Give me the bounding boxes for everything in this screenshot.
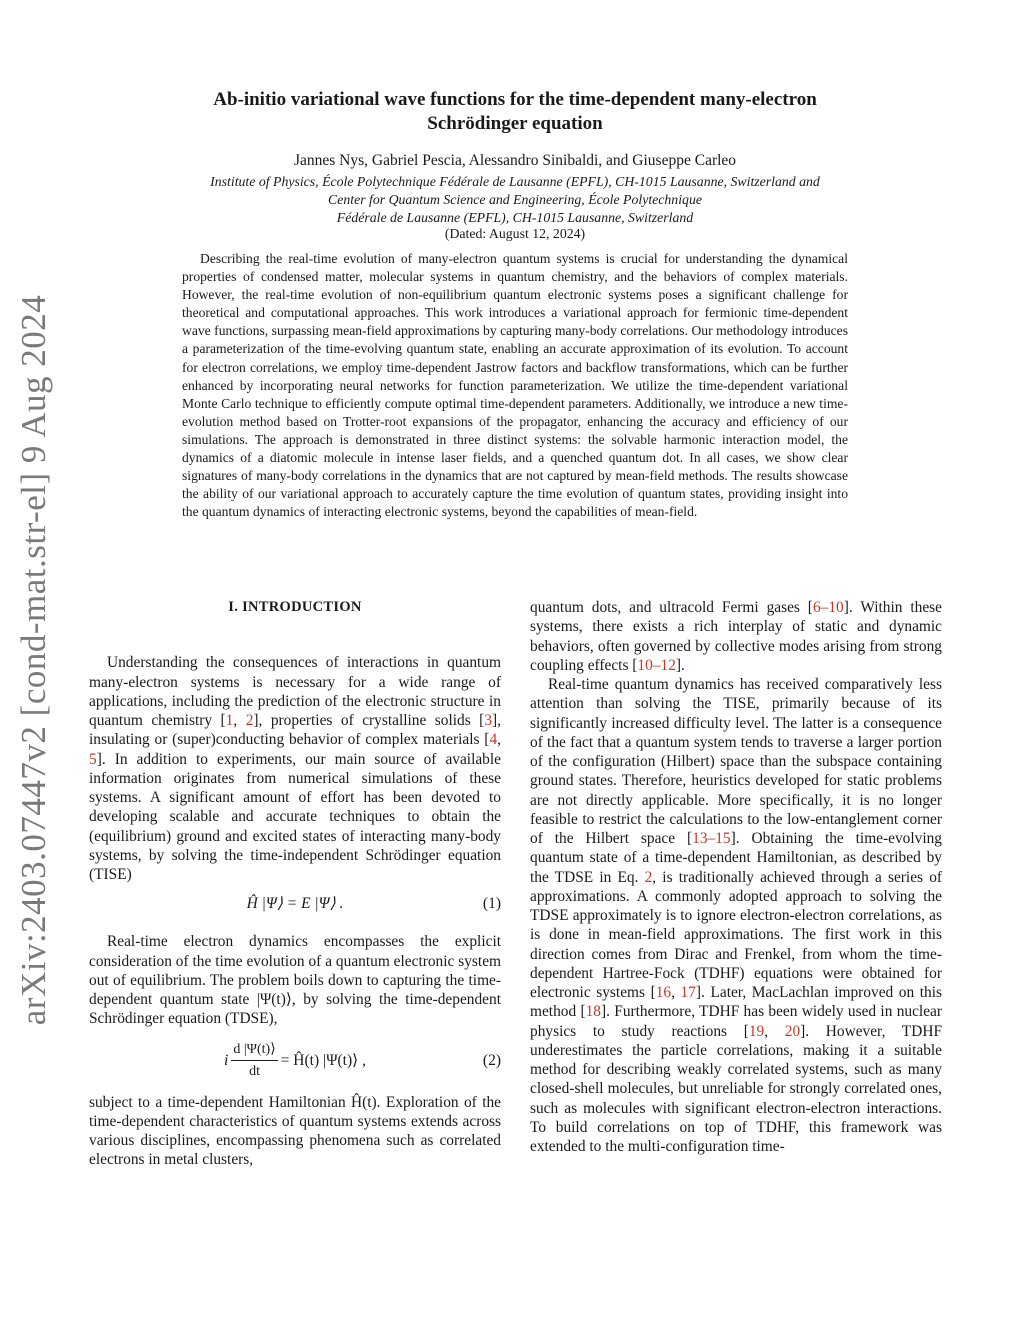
equation-1 <box>89 884 501 922</box>
equation-2-prefix: i <box>224 1051 229 1069</box>
left-column <box>89 598 501 1170</box>
citation-link[interactable]: 16 <box>655 984 672 1001</box>
author-list: Jannes Nys, Gabriel Pescia, Alessandro Sinibaldi, and Giuseppe Carleo <box>293 152 737 169</box>
paper-title <box>100 88 930 136</box>
abstract: Describing the real-time evolution of many-electron quantum systems is crucial for understanding the dynamical properties of condensed matter, molecular systems in quantum chemistry, and the behaviors of complex materials. However, the real-time evolution of non-equilibrium quantum electronic systems poses a significant challenge for theoretical and computational approaches. This work introduces a variational approach for fermionic time-dependent wave functions, surpassing mean-field approximations by capturing many-body correlations. Our methodology introduces a parameterization of the time-evolving quantum state, enabling an accurate approximation of its evolution. To account for electron correlations, we employ time-dependent Jastrow factors and backflow transformations, which can be further enhanced by incorporating neural networks for function parameterization. We utilize the time-dependent variational Monte Carlo technique to efficiently compute optimal time-dependent parameters. Additionally, we introduce a new time-evolution method based on Trotter-root expansions of the propagator, enhancing the accuracy and efficiency of our simulations. The approach is demonstrated in three distinct systems: the solvable harmonic interaction model, the dynamics of a diatomic molecule in intense laser fields, and a quenched quantum dot. In all cases, we show clear signatures of many-body correlations in the dynamics that are not captured by mean-field methods. The results showcase the ability of our variational approach to accurately capture the time evolution of quantum states, providing insight into the quantum dynamics of interacting electronic systems, beyond the capabilities of mean-field. <box>182 251 848 520</box>
citation-link[interactable]: 4 <box>489 731 498 749</box>
citation-link[interactable]: 1 <box>225 712 234 729</box>
citation-link[interactable]: 20 <box>784 1022 801 1040</box>
equation-2-rhs: = Ĥ(t) |Ψ(t)⟩ , <box>280 1051 366 1069</box>
paragraph: subject to a time-dependent Hamiltonian Ĥ(t). Exploration of the time-dependent characteristics of quantum systems extends across various disciplines, encompassing phenomena such as correlated electrons in metal clusters, <box>89 1093 501 1169</box>
arxiv-identifier-text: arXiv:2403.07447v2 [cond-mat.str-el] 9 Aug 2024 <box>14 294 53 1026</box>
section-heading-introduction: I. INTRODUCTION <box>228 599 362 615</box>
citation-link[interactable]: 17 <box>680 984 696 1001</box>
affiliations <box>100 173 930 227</box>
citation-link[interactable]: 10–12 <box>637 656 676 674</box>
paragraph: Real-time electron dynamics encompasses the explicit consideration of the time evolution of a quantum electronic system out of equilibrium. The problem boils down to capturing the time-dependent quantum state |Ψ(t)⟩, by solving the time-dependent Schrödinger equation (TDSE), <box>89 933 501 1028</box>
fraction-denominator: dt <box>249 1064 260 1079</box>
equation-2-fraction <box>231 1040 277 1082</box>
citation-link[interactable]: 18 <box>585 1003 601 1021</box>
title-line-2: Schrödinger equation <box>427 113 603 134</box>
paragraph: quantum dots, and ultracold Fermi gases [6–10]. Within these systems, there exists a rich interplay of static and dynamic behaviors, often governed by collective modes arising from strong coupling effects [10–12]. <box>530 599 942 674</box>
citation-link[interactable]: 3 <box>484 712 493 729</box>
affiliation-line: Institute of Physics, École Polytechnique Fédérale de Lausanne (EPFL), CH-1015 Lausanne, Switzerland and <box>210 174 820 189</box>
equation-1-body: Ĥ |Ψ⟩ = E |Ψ⟩ . <box>246 894 344 912</box>
equation-number: (2) <box>482 1051 501 1069</box>
affiliation-line: Fédérale de Lausanne (EPFL), CH-1015 Lausanne, Switzerland <box>336 210 694 225</box>
arxiv-identifier <box>2 294 66 1026</box>
paragraph: Understanding the consequences of interactions in quantum many-electron systems is necessary for a wide range of applications, including the prediction of the electronic structure in quantum chemistry [1, 2], properties of crystalline solids [3], insulating or (super)conducting behavior of complex materials [4, 5]. In addition to experiments, our main source of available information originates from numerical simulations of these systems. A significant amount of effort has been devoted to developing scalable and accurate techniques to obtain the (equilibrium) ground and excited states of interacting many-body systems, by solving the time-independent Schrödinger equation (TISE) <box>89 654 501 883</box>
equation-2 <box>89 1029 501 1093</box>
date-line: (Dated: August 12, 2024) <box>444 226 586 241</box>
equation-link[interactable]: 2 <box>644 868 653 886</box>
citation-link[interactable]: 5 <box>89 750 97 768</box>
title-line-1: Ab-initio variational wave functions for the time-dependent many-electron <box>213 89 817 110</box>
right-column <box>530 598 942 1156</box>
paragraph: Real-time quantum dynamics has received comparatively less attention than solving the TISE, primarily because of its significantly increased difficulty level. The latter is a consequence of the fact that a quantum system tends to traverse a larger portion of the configuration (Hilbert) space than the subspace containing ground states. Therefore, heuristics developed for static problems are not directly applicable. More specifically, it is no longer feasible to restrict the calculations to the low-entanglement corner of the Hilbert space [13–15]. Obtaining the time-evolving quantum state of a time-dependent Hamiltonian, as described by the TDSE in Eq. 2, is traditionally achieved through a series of approximations. A commonly adopted approach to solving the TDSE approximately is to ignore electron-electron correlations, as is done in mean-field approximations. The first work in this direction comes from Dirac and Frenkel, from whom the time-dependent Hartree-Fock (TDHF) equations were obtained for electronic systems [16, 17]. Later, MacLachlan improved on this method [18]. Furthermore, TDHF has been widely used in nuclear physics to study reactions [19, 20]. However, TDHF underestimates the particle correlations, making it a suitable method for describing weakly correlated systems, such as many closed-shell molecules, but unreliable for strongly correlated ones, such as molecules with significant electron-electron interactions. To build correlations on top of TDHF, this framework was extended to the multi-configuration time- <box>530 676 943 1155</box>
equation-number: (1) <box>482 894 501 912</box>
citation-link[interactable]: 2 <box>245 712 254 729</box>
fraction-numerator: d |Ψ(t)⟩ <box>231 1040 277 1061</box>
citation-link[interactable]: 13–15 <box>692 830 731 847</box>
citation-link[interactable]: 6–10 <box>812 599 844 616</box>
citation-link[interactable]: 19 <box>748 1022 765 1040</box>
affiliation-line: Center for Quantum Science and Engineering, École Polytechnique <box>328 192 702 207</box>
